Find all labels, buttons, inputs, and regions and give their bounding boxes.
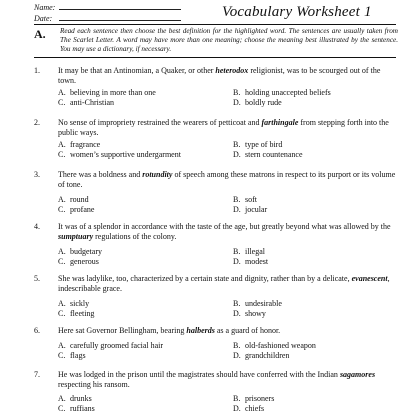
highlighted-word: heterodox xyxy=(215,66,249,75)
highlighted-word: evanescent xyxy=(351,274,388,283)
section-letter: A. xyxy=(34,27,46,41)
option-b[interactable]: B. prisoners xyxy=(233,394,275,403)
highlighted-word: sagamores xyxy=(339,370,376,379)
option-c[interactable]: C. generous xyxy=(58,257,99,266)
question-stem: No sense of impropriety restrained the wearers of petticoat and farthingale from stepping forth into the public ways. xyxy=(58,118,389,137)
name-line[interactable] xyxy=(59,2,181,10)
highlighted-word: sumptuary xyxy=(58,232,94,241)
option-b[interactable]: B. illegal xyxy=(233,247,265,256)
option-b[interactable]: B. old-fashioned weapon xyxy=(233,341,316,350)
header-rule xyxy=(34,24,396,25)
option-a[interactable]: A. drunks xyxy=(58,394,92,403)
option-c[interactable]: C. anti-Christian xyxy=(58,98,114,107)
option-c[interactable]: C. profane xyxy=(58,205,95,214)
highlighted-word: farthingale xyxy=(261,118,299,127)
question-number: 6. xyxy=(34,326,40,335)
option-b[interactable]: B. type of bird xyxy=(233,140,283,149)
question-stem: It may be that an Antinomian, a Quaker, or other heterodox religionist, was to be scourged out of the town. xyxy=(58,66,381,85)
option-c[interactable]: C. ruffians xyxy=(58,404,95,413)
question-number: 1. xyxy=(34,66,40,75)
question-number: 5. xyxy=(34,274,40,283)
highlighted-word: rotundity xyxy=(142,170,173,179)
name-field xyxy=(34,2,181,12)
question-stem: It was of a splendor in accordance with the taste of the age, but greatly beyond what was allowed by the sumptuary regulations of the colony. xyxy=(58,222,391,241)
option-d[interactable]: D. grandchildren xyxy=(233,351,290,360)
option-b[interactable]: B. soft xyxy=(233,195,257,204)
option-a[interactable]: A. round xyxy=(58,195,89,204)
highlighted-word: halberds xyxy=(186,326,215,335)
question-number: 2. xyxy=(34,118,40,127)
option-a[interactable]: A. fragrance xyxy=(58,140,101,149)
option-b[interactable]: B. undesirable xyxy=(233,299,282,308)
option-d[interactable]: D. modest xyxy=(233,257,269,266)
option-a[interactable]: A. sickly xyxy=(58,299,90,308)
option-b[interactable]: B. holding unaccepted beliefs xyxy=(233,88,331,97)
option-d[interactable]: D. jocular xyxy=(233,205,268,214)
instructions-text: Read each sentence then choose the best definition for the highlighted word. The sentences are usually taken from The Scarlet Letter. A word may have more than one meaning; choose the meaning best illustrated by the sentence. You may use a dictionary, if necessary. xyxy=(60,27,398,53)
date-field xyxy=(34,13,181,23)
option-d[interactable]: D. stern countenance xyxy=(233,150,303,159)
question-number: 7. xyxy=(34,370,40,379)
name-label: Name: xyxy=(34,3,56,12)
instructions-rule xyxy=(34,57,396,58)
question-stem: He was lodged in the prison until the magistrates should have conferred with the Indian sagamores respecting his ransom. xyxy=(58,370,376,389)
question-stem: Here sat Governor Bellingham, bearing halberds as a guard of honor. xyxy=(58,326,281,335)
option-c[interactable]: C. flags xyxy=(58,351,86,360)
worksheet-title: Vocabulary Worksheet 1 xyxy=(222,4,372,20)
question-stem: She was ladylike, too, characterized by a certain state and dignity, rather than by a delicate, evanescent, indescribable grace. xyxy=(58,274,390,293)
question-number: 3. xyxy=(34,170,40,179)
option-a[interactable]: A. budgetary xyxy=(58,247,102,256)
option-c[interactable]: C. women’s supportive undergarment xyxy=(58,150,181,159)
option-a[interactable]: A. carefully groomed facial hair xyxy=(58,341,164,350)
date-label: Date: xyxy=(34,14,53,23)
question-stem: There was a boldness and rotundity of speech among these matrons in respect to its purport or its volume of tone. xyxy=(58,170,396,189)
option-c[interactable]: C. fleeting xyxy=(58,309,95,318)
option-d[interactable]: D. chiefs xyxy=(233,404,265,413)
option-d[interactable]: D. boldly rude xyxy=(233,98,282,107)
option-a[interactable]: A. believing in more than one xyxy=(58,88,156,97)
date-line[interactable] xyxy=(59,13,181,21)
question-number: 4. xyxy=(34,222,40,231)
option-d[interactable]: D. showy xyxy=(233,309,266,318)
